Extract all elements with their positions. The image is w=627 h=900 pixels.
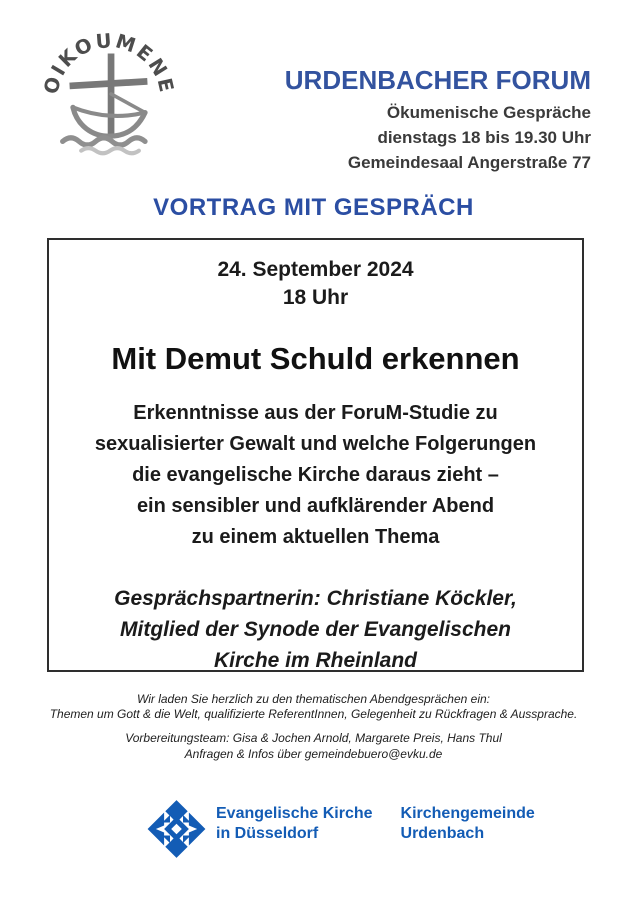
oikoumene-arc-text: OIKOUMENE	[42, 32, 176, 97]
event-time: 18 Uhr	[282, 286, 349, 309]
event-speaker	[49, 583, 582, 676]
wave-dark	[63, 138, 145, 145]
invitation-line: Wir laden Sie herzlich zu den thematischen Abendgesprächen ein:	[137, 692, 490, 706]
org-duesseldorf-line: in Düsseldorf	[216, 825, 319, 842]
wave-light	[81, 148, 139, 153]
section-heading: VORTRAG MIT GESPRÄCH	[153, 194, 474, 221]
header-subtitle	[285, 100, 591, 175]
cross-left-arrow	[148, 812, 165, 845]
header-line-1: Ökumenische Gespräche	[386, 103, 591, 122]
forum-title: URDENBACHER FORUM	[284, 65, 591, 95]
oikoumene-logo	[42, 32, 176, 158]
team-line: Vorbereitungsteam: Gisa & Jochen Arnold, Margarete Preis, Hans Thul	[125, 731, 502, 745]
event-description-line: sexualisierter Gewalt und welche Folgerungen	[94, 433, 537, 455]
event-description-line: die evangelische Kirche daraus zieht –	[132, 464, 499, 486]
invitation-line: Themen um Gott & die Welt, qualifizierte ReferentInnen, Gelegenheit zu Rückfragen & Aussprache.	[49, 707, 578, 721]
boat-stay-line	[111, 94, 145, 113]
event-speaker-line: Kirche im Rheinland	[213, 649, 418, 672]
oikoumene-boat-icon	[42, 32, 176, 158]
event-box	[47, 238, 584, 672]
org-duesseldorf-line: Evangelische Kirche	[216, 805, 373, 822]
cross-right-arrow	[189, 812, 206, 845]
cross-bar	[73, 82, 144, 86]
invitation-note	[0, 692, 627, 722]
org-urdenbach-line: Kirchengemeinde	[400, 805, 535, 822]
header-line-2: dienstags 18 bis 19.30 Uhr	[377, 128, 591, 147]
org-urdenbach-label	[401, 804, 535, 844]
event-title: Mit Demut Schuld erkennen	[111, 341, 520, 376]
event-speaker-line: Mitglied der Synode der Evangelischen	[120, 618, 511, 641]
header-line-3: Gemeindesaal Angerstraße 77	[347, 153, 591, 172]
organisation-logos	[147, 797, 535, 861]
contact-line: Anfragen & Infos über gemeindebuero@evku.de	[184, 746, 443, 761]
event-speaker-line: Gesprächspartnerin: Christiane Köckler,	[114, 587, 517, 610]
org-duesseldorf-label	[216, 804, 373, 844]
event-description-line: Erkenntnisse aus der ForuM-Studie zu	[133, 402, 498, 424]
event-description	[49, 398, 582, 553]
event-date: 24. September 2024	[217, 258, 414, 281]
org-urdenbach-line: Urdenbach	[400, 825, 485, 842]
event-description-line: zu einem aktuellen Thema	[191, 526, 440, 548]
header-block	[285, 66, 591, 175]
team-contact-note	[0, 731, 627, 762]
ekir-cross-icon	[147, 797, 206, 861]
event-description-line: ein sensibler und aufklärender Abend	[136, 495, 495, 517]
